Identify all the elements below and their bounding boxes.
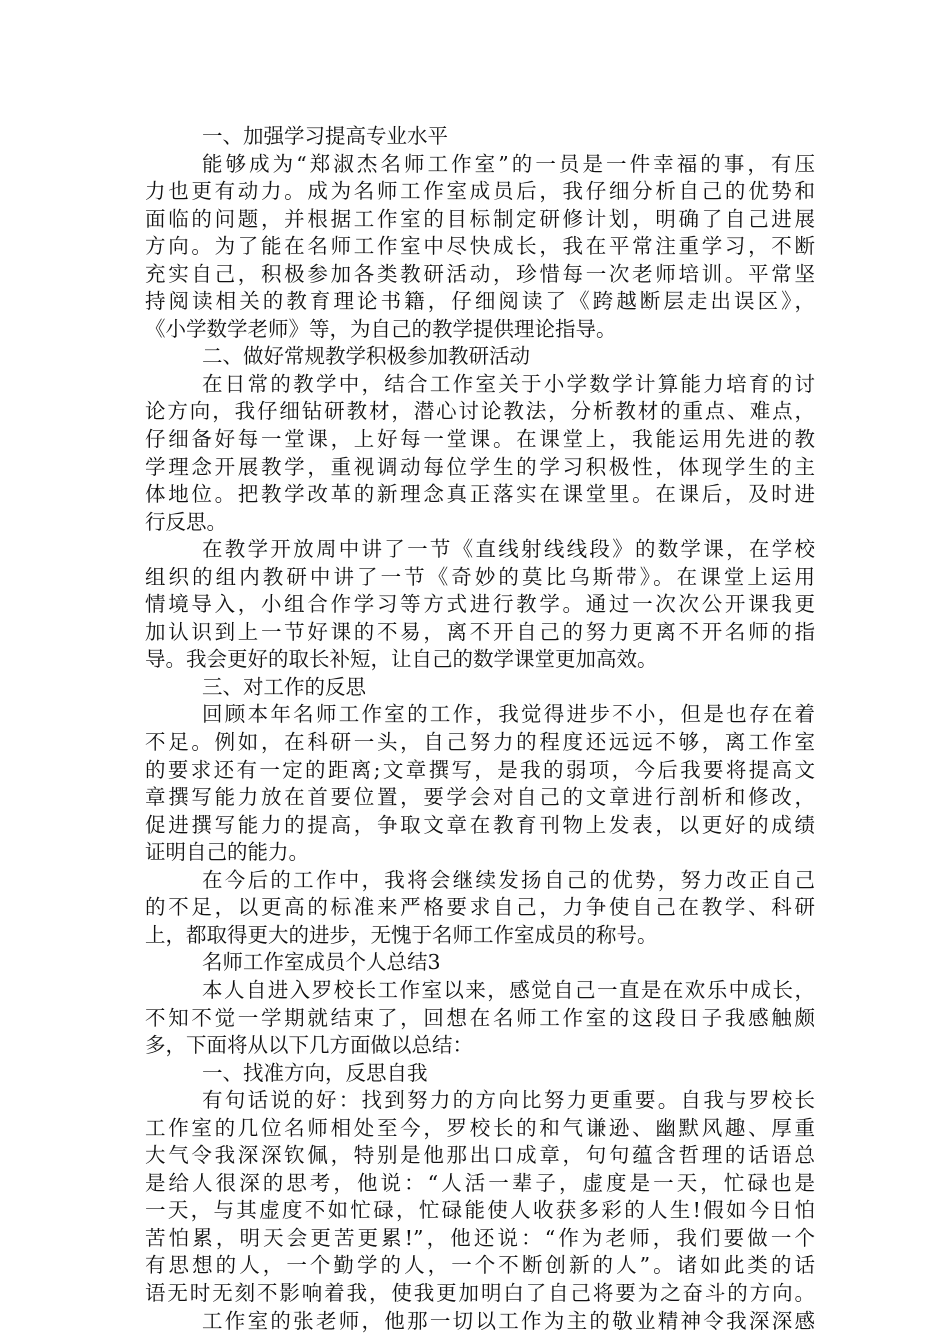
text-line: 上，都取得更大的进步，无愧于名师工作室成员的称号。 <box>145 922 658 947</box>
text-line: 工作室的张老师，他那一切以工作为主的敬业精神令我深深感 <box>202 1308 815 1333</box>
text-line: 在今后的工作中，我将会继续发扬自己的优势，努力改正自己 <box>202 867 815 892</box>
text-line: 的要求还有一定的距离;文章撰写，是我的弱项，今后我要将提高文 <box>145 757 815 782</box>
text-line: 二、做好常规教学积极参加教研活动 <box>202 344 530 369</box>
text-line: 面临的问题，并根据工作室的目标制定研修计划，明确了自己进展 <box>145 206 815 231</box>
text-line: 体地位。把教学改革的新理念真正落实在课堂里。在课后，及时进 <box>145 482 815 507</box>
text-line: 有思想的人，一个勤学的人，一个不断创新的人”。诸如此类的话 <box>145 1253 815 1278</box>
text-line: 有句话说的好：找到努力的方向比努力更重要。自我与罗校长 <box>202 1088 815 1113</box>
text-line: 持阅读相关的教育理论书籍，仔细阅读了《跨越断层走出误区》， <box>145 289 815 314</box>
text-line: 一、加强学习提高专业水平 <box>202 124 448 148</box>
text-line: 论方向，我仔细钻研教材，潜心讨论教法，分析教材的重点、难点， <box>145 399 815 424</box>
text-line: 本人自进入罗校长工作室以来，感觉自己一直是在欢乐中成长， <box>202 977 815 1002</box>
text-line: 情境导入，小组合作学习等方式进行教学。通过一次次公开课我更 <box>145 592 815 617</box>
text-line: 在教学开放周中讲了一节《直线射线线段》的数学课，在学校 <box>202 537 815 562</box>
text-line: 在日常的教学中，结合工作室关于小学数学计算能力培育的讨 <box>202 371 815 396</box>
text-line: 力也更有动力。成为名师工作室成员后，我仔细分析自己的优势和 <box>145 179 815 204</box>
text-line: 回顾本年名师工作室的工作，我觉得进步不小，但是也存在着 <box>202 702 815 727</box>
text-line: 大气令我深深钦佩，特别是他那出口成章，句句蕴含哲理的话语总 <box>145 1143 815 1168</box>
text-line: 仔细备好每一堂课，上好每一堂课。在课堂上，我能运用先进的教 <box>145 427 815 452</box>
text-line: 不知不觉一学期就结束了，回想在名师工作室的这段日子我感触颇 <box>145 1005 815 1030</box>
text-line: 学理念开展教学，重视调动每位学生的学习积极性，体现学生的主 <box>145 454 815 479</box>
text-line: 方向。为了能在名师工作室中尽快成长，我在平常注重学习，不断 <box>145 234 815 259</box>
document-body <box>145 123 815 1335</box>
text-line: 行反思。 <box>145 509 227 534</box>
text-line: 加认识到上一节好课的不易，离不开自己的努力更离不开名师的指 <box>145 619 815 644</box>
text-line: 工作室的几位名师相处至今，罗校长的和气谦逊、幽默风趣、厚重 <box>145 1115 815 1140</box>
text-line: 多，下面将从以下几方面做以总结： <box>145 1033 473 1058</box>
text-line: 的不足，以更高的标准来严格要求自己，力争使自己在教学、科研 <box>145 895 815 920</box>
text-line: 是给人很深的思考，他说：“人活一辈子，虚度是一天，忙碌也是 <box>145 1170 815 1195</box>
text-line: 能够成为“郑淑杰名师工作室”的一员是一件幸福的事，有压 <box>202 151 815 176</box>
text-line: 三、对工作的反思 <box>202 674 366 699</box>
text-line: 组织的组内教研中讲了一节《奇妙的莫比乌斯带》。在课堂上运用 <box>145 564 815 589</box>
text-line: 证明自己的能力。 <box>145 840 309 865</box>
text-line: 一、找准方向，反思自我 <box>202 1060 428 1085</box>
text-line: 《小学数学老师》等，为自己的教学提供理论指导。 <box>145 316 617 341</box>
text-line: 名师工作室成员个人总结3 <box>202 950 441 975</box>
text-line: 充实自己，积极参加各类教研活动，珍惜每一次老师培训。平常坚 <box>145 261 815 286</box>
text-line: 章撰写能力放在首要位置，要学会对自己的文章进行剖析和修改， <box>145 785 815 810</box>
text-line: 语无时无刻不影响着我，使我更加明白了自己将要为之奋斗的方向。 <box>145 1280 815 1305</box>
text-line: 苦怕累，明天会更苦更累!”，他还说：“作为老师，我们要做一个 <box>145 1225 815 1250</box>
text-line: 促进撰写能力的提高，争取文章在教育刊物上发表，以更好的成绩 <box>145 812 815 837</box>
text-line: 不足。例如，在科研一头，自己努力的程度还远远不够，离工作室 <box>145 730 815 755</box>
text-line: 导。我会更好的取长补短，让自己的数学课堂更加高效。 <box>145 647 658 672</box>
text-line: 一天，与其虚度不如忙碌，忙碌能使人收获多彩的人生!假如今日怕 <box>145 1198 815 1223</box>
